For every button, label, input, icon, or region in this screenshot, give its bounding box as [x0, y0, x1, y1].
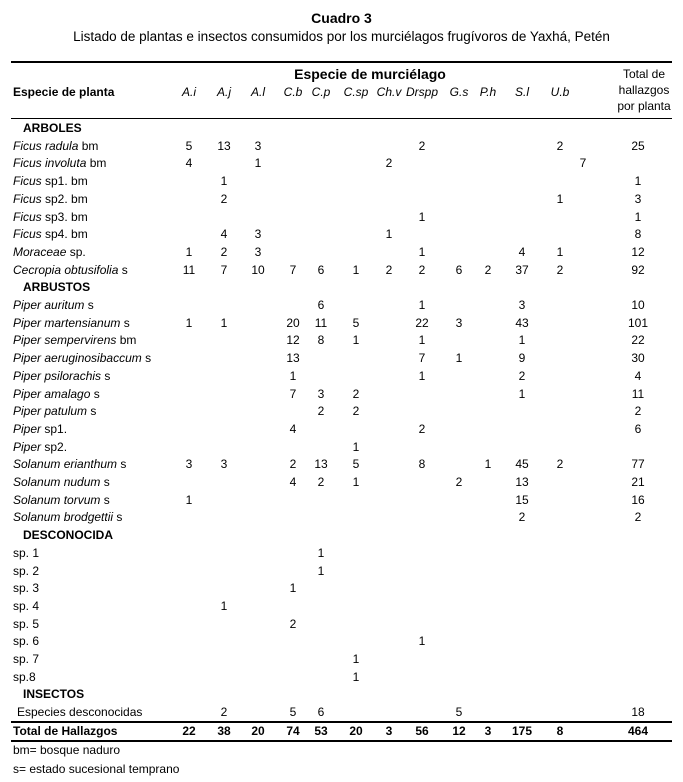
plant-name-suffix: sp. 3	[13, 581, 40, 596]
section-header: ARBOLES	[23, 121, 82, 135]
table-cell: 2	[556, 262, 564, 277]
plant-name-italic: Piper auritum	[13, 298, 85, 312]
table-title: Cuadro 3	[311, 10, 372, 26]
total-column-header	[612, 66, 676, 114]
table-cell: 2	[556, 138, 564, 153]
table-cell: 3	[254, 227, 262, 242]
plant-name	[13, 440, 67, 454]
table-cell: 2	[220, 191, 228, 206]
row-total-cell: 4	[634, 368, 642, 383]
table-cell: 3	[220, 457, 228, 472]
table-cell: 1	[317, 545, 325, 560]
row-total-cell: 1	[634, 174, 642, 189]
plant-name-italic: Piper	[13, 439, 42, 454]
plant-name-suffix: sp4. bm	[41, 227, 88, 242]
plant-name-suffix: sp. 4	[13, 598, 40, 613]
table-cell: 13	[314, 457, 328, 472]
plant-name-suffix: sp2. bm	[41, 191, 88, 206]
row-total-cell: 8	[634, 227, 642, 242]
plant-name-suffix: Especies desconocidas	[17, 705, 143, 720]
section-header: DESCONOCIDA	[23, 528, 114, 543]
totals-cell: 53	[314, 724, 328, 738]
plant-name-suffix: s	[100, 492, 110, 507]
row-total-cell: 2	[634, 510, 642, 525]
table-cell: 3	[455, 315, 463, 330]
table-cell: 2	[484, 262, 492, 277]
section-header: INSECTOS	[23, 687, 85, 702]
table-cell: 4	[289, 475, 297, 489]
table-cell: 4	[289, 421, 297, 436]
table-cell: 8	[418, 457, 426, 472]
table-cell: 2	[518, 510, 526, 525]
table-cell: 1	[455, 351, 463, 366]
plant-name-italic: Piper patulum	[13, 404, 88, 419]
bat-column-header: A.j	[216, 85, 231, 99]
table-cell: 1	[484, 457, 492, 472]
plant-name-italic: Piper psilorachis	[13, 368, 102, 383]
totals-cell: 3	[484, 724, 492, 738]
totals-cell: 8	[556, 724, 564, 738]
table-cell: 2	[418, 421, 426, 436]
table-cell: 1	[418, 368, 426, 383]
table-cell: 5	[289, 705, 297, 720]
plant-name-suffix: sp. 2	[13, 563, 40, 578]
plant-name-italic: Piper martensianum	[13, 315, 121, 330]
plant-name-italic: Piper	[13, 421, 42, 436]
table-cell: 6	[317, 262, 325, 277]
table-cell: 13	[286, 351, 300, 366]
table-cell: 1	[352, 439, 360, 454]
row-total-cell: 16	[631, 492, 645, 507]
plant-name-suffix: sp1. bm	[41, 174, 88, 189]
plant-name	[13, 475, 110, 489]
row-total-cell: 21	[631, 475, 645, 489]
plant-name	[13, 316, 130, 330]
bat-column-header: A.l	[250, 85, 265, 99]
totals-cell: 56	[415, 724, 429, 738]
plant-name	[17, 705, 142, 719]
plant-name-italic: Ficus	[13, 209, 42, 224]
bat-column-header: Ch.v	[376, 85, 402, 99]
plant-name-italic: Piper sempervirens	[13, 333, 117, 348]
table-cell: 5	[352, 457, 360, 472]
row-total-cell: 11	[631, 386, 645, 401]
plant-name	[13, 546, 39, 560]
row-total-cell: 25	[631, 138, 645, 153]
table-cell: 1	[254, 156, 262, 171]
plant-name-suffix: bm	[78, 138, 99, 153]
row-total-cell: 30	[631, 351, 645, 366]
table-cell: 2	[385, 156, 393, 171]
totals-bottom-rule	[11, 740, 672, 742]
row-total-cell: 18	[631, 705, 645, 720]
total-header-line: hallazgos	[618, 83, 670, 97]
table-cell: 1	[289, 368, 297, 383]
plant-name-suffix: sp. 5	[13, 616, 40, 631]
table-cell: 4	[220, 227, 228, 242]
plant-name-suffix: s	[118, 262, 128, 277]
totals-cell: 38	[217, 724, 231, 738]
plant-name-suffix: s	[87, 404, 97, 419]
plant-name-suffix: sp. 6	[13, 634, 40, 649]
plant-name-italic: Ficus involuta	[13, 156, 87, 171]
plant-name	[13, 245, 86, 259]
plant-name-suffix: sp1.	[41, 421, 68, 436]
plant-name-suffix: sp. 7	[13, 652, 40, 666]
plant-name-suffix: s	[113, 510, 123, 525]
plant-name-suffix: bm	[116, 333, 137, 348]
table-cell: 2	[317, 404, 325, 419]
plant-name-suffix: s	[100, 475, 110, 489]
plant-name	[13, 564, 39, 578]
table-cell: 20	[286, 315, 300, 330]
table-cell: 3	[317, 386, 325, 401]
table-cell: 4	[185, 156, 193, 171]
table-cell: 1	[418, 209, 426, 224]
table-cell: 1	[317, 563, 325, 578]
plant-name-italic: Piper aeruginosibaccum	[13, 351, 142, 366]
plant-column-header: Especie de planta	[13, 85, 115, 99]
plant-name-suffix: sp3. bm	[41, 209, 88, 224]
row-total-cell: 2	[634, 404, 642, 419]
plant-name	[13, 192, 88, 206]
table-cell: 13	[217, 138, 231, 153]
plant-name	[13, 210, 88, 224]
table-cell: 7	[220, 262, 228, 277]
table-cell: 5	[455, 705, 463, 720]
table-cell: 11	[182, 262, 196, 277]
bat-column-header: C.b	[283, 85, 303, 99]
table-cell: 1	[418, 333, 426, 348]
plant-name	[13, 298, 94, 312]
table-cell: 12	[286, 333, 300, 348]
plant-name	[13, 581, 39, 595]
table-cell: 2	[418, 262, 426, 277]
table-cell: 1	[185, 492, 193, 507]
table-cell: 2	[418, 138, 426, 153]
table-cell: 1	[352, 652, 360, 666]
plant-name	[13, 634, 39, 648]
plant-name-italic: Ficus	[13, 227, 42, 242]
plant-name	[13, 652, 39, 666]
grand-total-cell: 464	[627, 724, 649, 738]
row-total-cell: 10	[631, 298, 645, 312]
table-cell: 5	[185, 138, 193, 153]
table-cell: 1	[518, 333, 526, 348]
plant-name-italic: Cecropia obtusifolia	[13, 262, 119, 277]
bat-group-header: Especie de murciélago	[294, 66, 446, 82]
table-cell: 1	[385, 227, 393, 242]
totals-cell: 12	[452, 724, 466, 738]
table-cell: 3	[518, 298, 526, 312]
table-cell: 2	[289, 457, 297, 472]
table-cell: 3	[254, 138, 262, 153]
plant-name-italic: Solanum torvum	[13, 492, 101, 507]
plant-name	[13, 599, 39, 613]
total-header-line: por planta	[617, 99, 671, 113]
plant-name-italic: Solanum erianthum	[13, 457, 118, 472]
row-total-cell: 92	[631, 262, 645, 277]
table-cell: 37	[515, 262, 529, 277]
plant-name-italic: Moraceae	[13, 244, 67, 259]
table-cell: 10	[251, 262, 265, 277]
row-total-cell: 12	[631, 244, 645, 259]
table-cell: 2	[385, 262, 393, 277]
table-cell: 1	[352, 669, 360, 684]
table-cell: 45	[515, 457, 529, 472]
plant-name	[13, 156, 106, 170]
table-cell: 6	[317, 298, 325, 312]
plant-name-suffix: sp.8	[13, 669, 36, 684]
bat-column-header: C.sp	[343, 85, 369, 99]
plant-name	[13, 333, 136, 347]
plant-name-italic: Solanum nudum	[13, 475, 101, 489]
table-cell: 15	[515, 492, 529, 507]
table-cell: 7	[289, 262, 297, 277]
table-cell: 1	[185, 244, 193, 259]
plant-name-suffix: s	[120, 315, 130, 330]
top-rule	[11, 61, 672, 63]
table-cell: 2	[352, 404, 360, 419]
footnote: bm= bosque naduro	[13, 743, 121, 757]
plant-name-suffix: s	[141, 351, 152, 366]
plant-name-suffix: sp.	[66, 244, 86, 259]
table-cell: 2	[289, 616, 297, 631]
table-cell: 6	[317, 705, 325, 720]
footnote: s= estado sucesional temprano	[13, 762, 180, 776]
bat-column-header: U.b	[550, 85, 570, 99]
plant-name	[13, 617, 39, 631]
table-cell: 4	[518, 244, 526, 259]
table-cell: 11	[314, 315, 328, 330]
plant-name-suffix: bm	[86, 156, 107, 171]
plant-name	[13, 351, 151, 365]
table-cell: 1	[185, 315, 193, 330]
table-cell: 6	[455, 262, 463, 277]
plant-name-italic: Ficus radula	[13, 138, 79, 153]
table-cell: 2	[317, 475, 325, 489]
row-total-cell: 77	[631, 457, 645, 472]
table-cell: 7	[418, 351, 426, 366]
table-cell: 43	[515, 315, 529, 330]
table-cell: 2	[518, 368, 526, 383]
totals-cell: 22	[182, 724, 196, 738]
plant-name	[13, 510, 122, 524]
plant-name-suffix: s	[117, 457, 127, 472]
totals-cell: 175	[511, 724, 533, 738]
bat-column-header: S.l	[514, 85, 529, 99]
bat-column-header: P.h	[479, 85, 497, 99]
plant-name	[13, 263, 128, 277]
header-rule	[11, 118, 672, 119]
table-cell: 7	[289, 386, 297, 401]
plant-name	[13, 369, 110, 383]
totals-cell: 74	[286, 724, 300, 738]
section-header: ARBUSTOS	[23, 280, 91, 295]
table-cell: 2	[220, 244, 228, 259]
table-cell: 1	[418, 244, 426, 259]
table-cell: 1	[352, 475, 360, 489]
totals-label: Total de Hallazgos	[13, 724, 118, 738]
plant-name	[13, 422, 67, 436]
table-cell: 3	[254, 244, 262, 259]
totals-cell: 3	[385, 724, 393, 738]
plant-name	[13, 493, 110, 507]
table-cell: 9	[518, 351, 526, 366]
bat-column-header: C.p	[311, 85, 331, 99]
table-cell: 1	[220, 598, 228, 613]
plant-name	[13, 139, 98, 153]
table-cell: 1	[418, 634, 426, 649]
table-cell: 1	[289, 581, 297, 596]
table-cell: 5	[352, 315, 360, 330]
totals-cell: 20	[251, 724, 265, 738]
table-cell: 3	[185, 457, 193, 472]
row-total-cell: 6	[634, 421, 642, 436]
row-total-cell: 3	[634, 191, 642, 206]
totals-cell: 20	[349, 724, 363, 738]
plant-name-italic: Ficus	[13, 191, 42, 206]
bat-column-header: A.i	[181, 85, 196, 99]
plant-name	[13, 174, 88, 188]
bat-column-header: Drspp	[405, 85, 438, 99]
table-cell: 7	[579, 156, 587, 171]
table-cell: 1	[518, 386, 526, 401]
table-cell: 8	[317, 333, 325, 348]
plant-name-suffix: s	[101, 368, 111, 383]
plant-name-suffix: sp. 1	[13, 545, 40, 560]
table-cell: 1	[418, 298, 426, 312]
plant-name-suffix: s	[90, 386, 100, 401]
table-subtitle: Listado de plantas e insectos consumidos por los murciélagos frugívoros de Yaxhá, Petén	[73, 29, 610, 44]
table-cell: 22	[415, 315, 429, 330]
row-total-cell: 1	[634, 209, 642, 224]
table-cell: 2	[455, 475, 463, 489]
plant-name-suffix: s	[84, 298, 94, 312]
table-cell: 2	[352, 386, 360, 401]
plant-name	[13, 404, 96, 418]
table-cell: 1	[556, 244, 564, 259]
plant-name	[13, 670, 36, 684]
plant-name-italic: Piper amalago	[13, 386, 91, 401]
table-cell: 13	[515, 475, 529, 489]
plant-name-suffix: sp2.	[41, 439, 68, 454]
bat-column-header: G.s	[449, 85, 469, 99]
table-cell: 2	[556, 457, 564, 472]
totals-top-rule	[11, 721, 672, 723]
plant-name-italic: Ficus	[13, 174, 42, 189]
row-total-cell: 22	[631, 333, 645, 348]
table-cell: 1	[220, 315, 228, 330]
plant-name	[13, 387, 100, 401]
plant-name	[13, 227, 88, 241]
plant-name-italic: Solanum brodgettii	[13, 510, 114, 525]
plant-name	[13, 457, 126, 471]
table-cell: 1	[352, 333, 360, 348]
table-cell: 1	[220, 174, 228, 189]
table-cell: 2	[220, 705, 228, 720]
total-header-line: Total de	[622, 67, 666, 81]
table-cell: 1	[556, 191, 564, 206]
row-total-cell: 101	[627, 315, 649, 330]
table-cell: 1	[352, 262, 360, 277]
